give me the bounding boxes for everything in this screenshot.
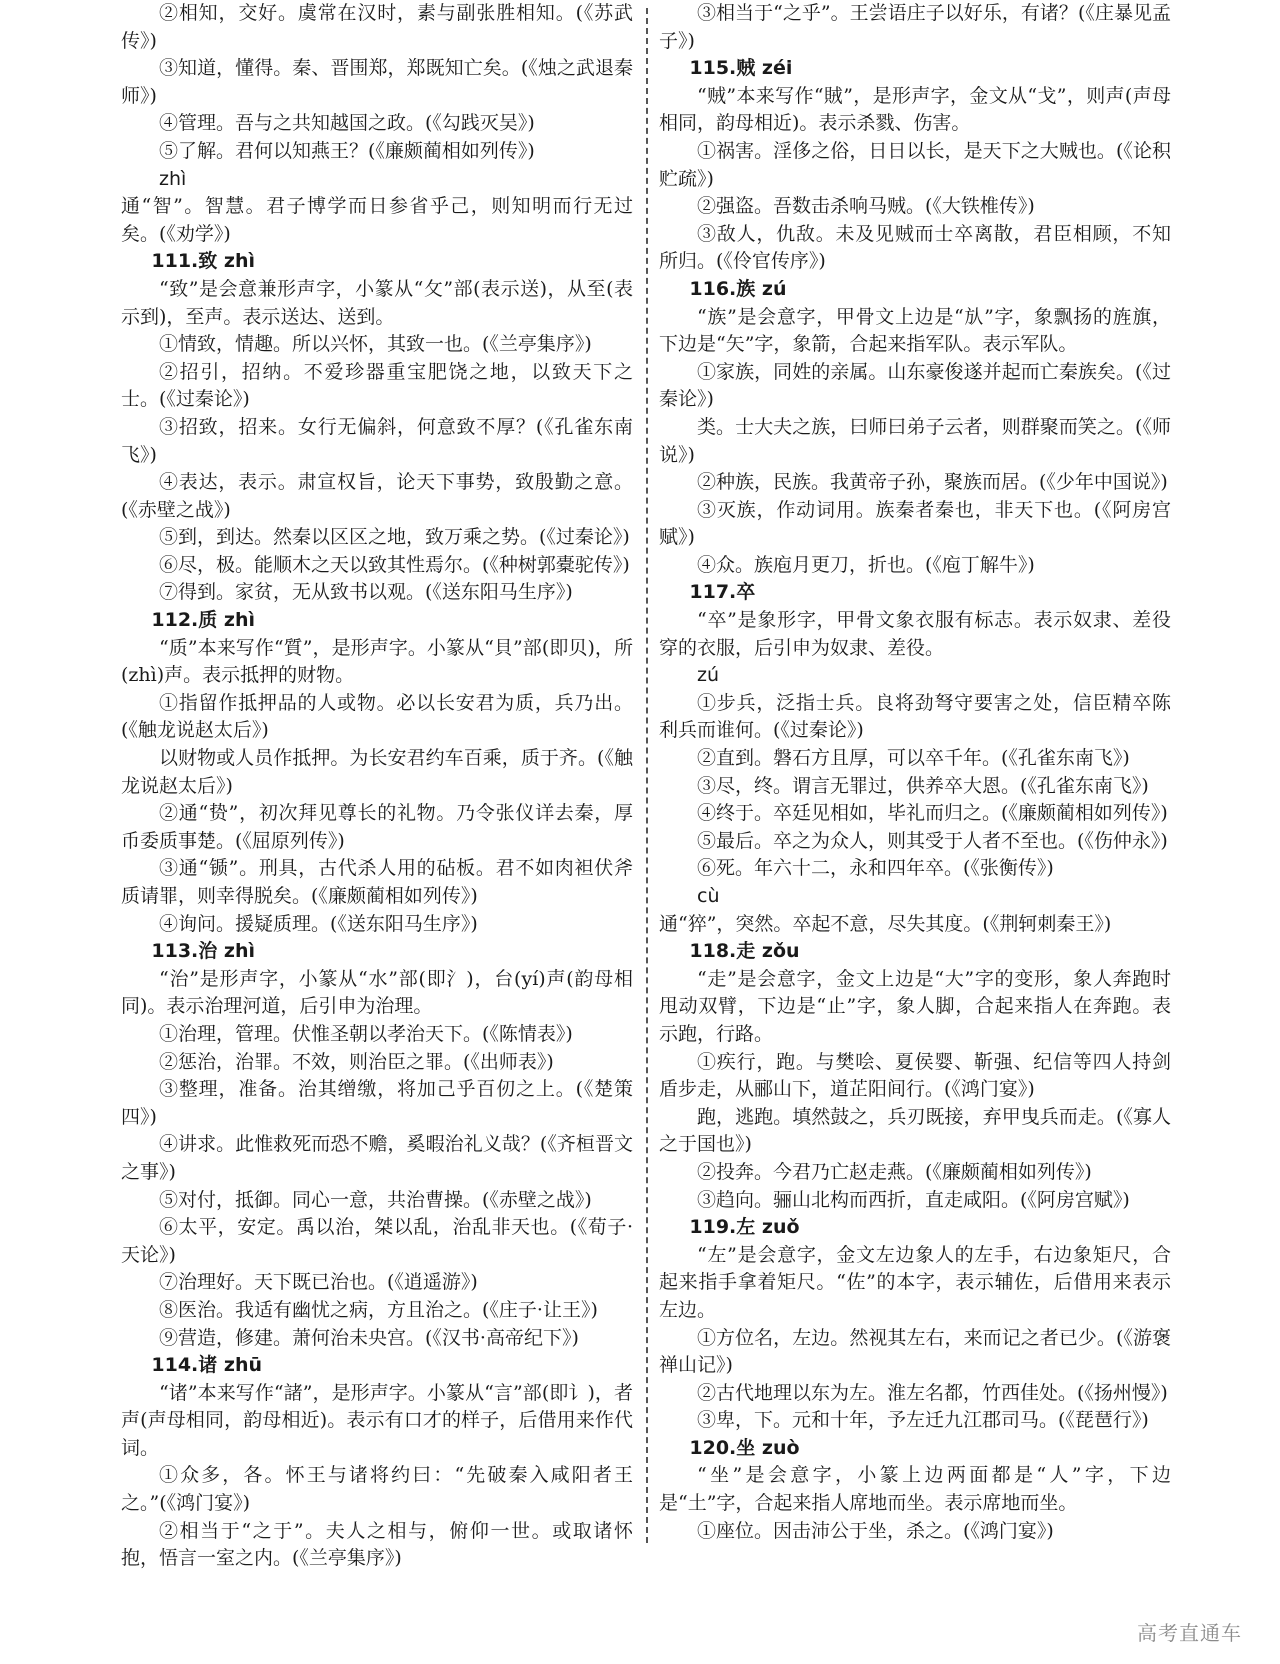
paragraph: ④终于。卒廷见相如，毕礼而归之。(《廉颇蔺相如列传》)	[697, 802, 1168, 825]
paragraph: “致”是会意兼形声字，小篆从“攵”部(表示送)，从至(表示到)，至声。表示送达、送到。	[121, 277, 633, 328]
paragraph: “贼”本来写作“賊”，是形声字，金文从“戈”，则声(声母相同，韵母相近)。表示杀戮、伤害。	[659, 84, 1171, 135]
paragraph: “族”是会意字，甲骨文上边是“㫃”字，象飘扬的旌旗，下边是“矢”字，象箭，合起来指军队。表示军队。	[659, 305, 1171, 356]
paragraph: “质”本来写作“質”，是形声字。小篆从“貝”部(即贝)，所(zhì)声。表示抵押的财物。	[121, 636, 633, 687]
entry-heading: 116.族 zú	[689, 277, 787, 300]
paragraph: ②相当于“之于”。夫人之相与，俯仰一世。或取诸怀抱，悟言一室之内。(《兰亭集序》)	[121, 1519, 633, 1570]
paragraph: ⑦治理好。天下既已治也。(《逍遥游》)	[159, 1271, 478, 1294]
paragraph: ③趋向。骊山北构而西折，直走咸阳。(《阿房宫赋》)	[697, 1188, 1130, 1211]
entry-heading: 117.卒	[689, 581, 756, 604]
pinyin-label: cù	[697, 885, 720, 907]
paragraph: ①祸害。淫侈之俗，日日以长，是天下之大贼也。(《论积贮疏》)	[659, 139, 1171, 190]
paragraph: ⑤了解。君何以知燕王？(《廉颇蔺相如列传》)	[159, 139, 535, 162]
right-column	[659, 0, 1171, 1545]
pinyin-label: zú	[697, 664, 720, 687]
paragraph: ①众多，各。怀王与诸将约曰：“先破秦入咸阳者王之。”(《鸿门宴》)	[121, 1464, 633, 1515]
entry-heading: 119.左 zuǒ	[689, 1216, 800, 1239]
entry-heading: 114.诸 zhū	[151, 1354, 262, 1377]
paragraph: ②惩治，治罪。不效，则治臣之罪。(《出师表》)	[159, 1050, 554, 1073]
watermark: 高考直通车	[1137, 1621, 1242, 1645]
paragraph: “左”是会意字，金文左边象人的左手，右边象矩尺，合起来指手拿着矩尺。“佐”的本字，表示辅佐，后借用来表示左边。	[659, 1243, 1171, 1321]
paragraph: “走”是会意字，金文上边是“大”字的变形，象人奔跑时甩动双臂，下边是“止”字，象人脚，合起来指人在奔跑。表示跑，行路。	[659, 967, 1171, 1045]
paragraph: ②相知，交好。虞常在汉时，素与副张胜相知。(《苏武传》)	[121, 2, 633, 52]
paragraph: ④众。族庖月更刀，折也。(《庖丁解牛》)	[697, 553, 1035, 576]
paragraph: “坐”是会意字，小篆上边两面都是“人”字，下边是“土”字，合起来指人席地而坐。表示席地而坐。	[659, 1464, 1171, 1515]
paragraph: ③整理，准备。治其缯缴，将加己乎百仞之上。(《楚策四》)	[121, 1078, 633, 1128]
paragraph: ②招引，招纳。不爱珍器重宝肥饶之地，以致天下之士。(《过秦论》)	[121, 360, 633, 411]
entry-heading: 113.治 zhì	[151, 940, 255, 963]
paragraph: ②直到。磐石方且厚，可以卒千年。(《孔雀东南飞》)	[697, 747, 1130, 770]
entry-heading: 115.贼 zéi	[689, 57, 793, 80]
paragraph: ⑥死。年六十二，永和四年卒。(《张衡传》)	[697, 857, 1054, 880]
entry-heading: 112.质 zhì	[151, 609, 255, 632]
paragraph: ①家族，同姓的亲属。山东豪俊遂并起而亡秦族矣。(《过秦论》)	[659, 360, 1171, 411]
paragraph: ⑥太平，安定。禹以治，桀以乱，治乱非天也。(《荀子·天论》)	[121, 1216, 633, 1266]
paragraph: 通“猝”，突然。卒起不意，尽失其度。(《荆轲刺秦王》)	[659, 912, 1112, 935]
paragraph: ②强盗。吾数击杀响马贼。(《大铁椎传》)	[697, 195, 1035, 218]
paragraph: ①指留作抵押品的人或物。必以长安君为质，兵乃出。(《触龙说赵太后》)	[121, 691, 633, 742]
paragraph: ①座位。因击沛公于坐，杀之。(《鸿门宴》)	[697, 1519, 1054, 1542]
pinyin-label: zhì	[159, 167, 187, 190]
paragraph: ③卑，下。元和十年，予左迁九江郡司马。(《琵琶行》)	[697, 1409, 1149, 1432]
entry-heading: 118.走 zǒu	[689, 940, 800, 963]
paragraph: ④管理。吾与之共知越国之政。(《勾践灭吴》)	[159, 112, 535, 135]
paragraph: ②通“贽”，初次拜见尊长的礼物。乃令张仪详去秦，厚币委质事楚。(《屈原列传》)	[121, 802, 633, 852]
paragraph: ③知道，懂得。秦、晋围郑，郑既知亡矣。(《烛之武退秦师》)	[121, 57, 633, 107]
paragraph: ⑤到，到达。然秦以区区之地，致万乘之势。(《过秦论》)	[159, 526, 630, 549]
paragraph: ①治理，管理。伏惟圣朝以孝治天下。(《陈情表》)	[159, 1022, 573, 1045]
paragraph: ⑨营造，修建。萧何治未央宫。(《汉书·高帝纪下》)	[159, 1326, 579, 1349]
paragraph: ①步兵，泛指士兵。良将劲弩守要害之处，信臣精卒陈利兵而谁何。(《过秦论》)	[659, 691, 1171, 742]
paragraph: “卒”是象形字，甲骨文象衣服有标志。表示奴隶、差役穿的衣服，后引申为奴隶、差役。	[659, 609, 1171, 659]
paragraph: ⑧医治。我适有幽忧之病，方且治之。(《庄子·让王》)	[159, 1298, 598, 1321]
paragraph: 通“智”。智慧。君子博学而日参省乎己，则知明而行无过矣。(《劝学》)	[121, 195, 633, 245]
paragraph: ④表达，表示。肃宣权旨，论天下事势，致殷勤之意。(《赤壁之战》)	[121, 471, 633, 521]
paragraph: ③尽，终。谓言无罪过，供养卒大恩。(《孔雀东南飞》)	[697, 774, 1149, 797]
paragraph: ④讲求。此惟救死而恐不赡，奚暇治礼义哉？(《齐桓晋文之事》)	[121, 1133, 633, 1183]
paragraph: 类。士大夫之族，曰师曰弟子云者，则群聚而笑之。(《师说》)	[659, 415, 1171, 466]
paragraph: ①方位名，左边。然视其左右，来而记之者已少。(《游褒禅山记》)	[659, 1326, 1171, 1377]
paragraph: ⑦得到。家贫，无从致书以观。(《送东阳马生序》)	[159, 581, 573, 604]
paragraph: ⑥尽，极。能顺木之天以致其性焉尔。(《种树郭橐驼传》)	[159, 553, 630, 576]
paragraph: ⑤最后。卒之为众人，则其受于人者不至也。(《伤仲永》)	[697, 829, 1168, 852]
paragraph: ②种族，民族。我黄帝子孙，聚族而居。(《少年中国说》)	[697, 471, 1168, 494]
paragraph: ④询问。援疑质理。(《送东阳马生序》)	[159, 912, 478, 935]
paragraph: ②投奔。今君乃亡赵走燕。(《廉颇蔺相如列传》)	[697, 1160, 1092, 1183]
paragraph: ⑤对付，抵御。同心一意，共治曹操。(《赤壁之战》)	[159, 1188, 592, 1211]
paragraph: “治”是形声字，小篆从“水”部(即氵)，台(yí)声(韵母相同)。表示治理河道，后引申为治理。	[121, 967, 633, 1018]
paragraph: “诸”本来写作“諸”，是形声字。小篆从“言”部(即讠)，者声(声母相同，韵母相近)。表示有口才的样子，后借用来作代词。	[121, 1381, 633, 1459]
paragraph: ②古代地理以东为左。淮左名都，竹西佳处。(《扬州慢》)	[697, 1381, 1168, 1404]
paragraph: ①情致，情趣。所以兴怀，其致一也。(《兰亭集序》)	[159, 333, 592, 356]
paragraph: ③灭族，作动词用。族秦者秦也，非天下也。(《阿房宫赋》)	[659, 498, 1171, 549]
paragraph: 以财物或人员作抵押。为长安君约车百乘，质于齐。(《触龙说赵太后》)	[121, 747, 633, 797]
entry-heading: 111.致 zhì	[151, 250, 255, 273]
column-divider	[646, 8, 648, 1543]
paragraph: ③招致，招来。女行无偏斜，何意致不厚？(《孔雀东南飞》)	[121, 415, 633, 466]
paragraph: ①疾行，跑。与樊哙、夏侯婴、靳强、纪信等四人持剑盾步走，从郦山下，道芷阳间行。(《鸿门宴》)	[659, 1050, 1171, 1101]
left-column	[121, 0, 633, 1573]
paragraph: ③通“锧”。刑具，古代杀人用的砧板。君不如肉袒伏斧质请罪，则幸得脱矣。(《廉颇蔺相如列传》)	[121, 857, 633, 907]
paragraph: ③相当于“之乎”。王尝语庄子以好乐，有诸？(《庄暴见孟子》)	[659, 2, 1171, 52]
paragraph: 跑，逃跑。填然鼓之，兵刃既接，弃甲曳兵而走。(《寡人之于国也》)	[659, 1105, 1171, 1156]
entry-heading: 120.坐 zuò	[689, 1436, 800, 1459]
paragraph: ③敌人，仇敌。未及见贼而士卒离散，君臣相顾，不知所归。(《伶官传序》)	[659, 222, 1171, 273]
